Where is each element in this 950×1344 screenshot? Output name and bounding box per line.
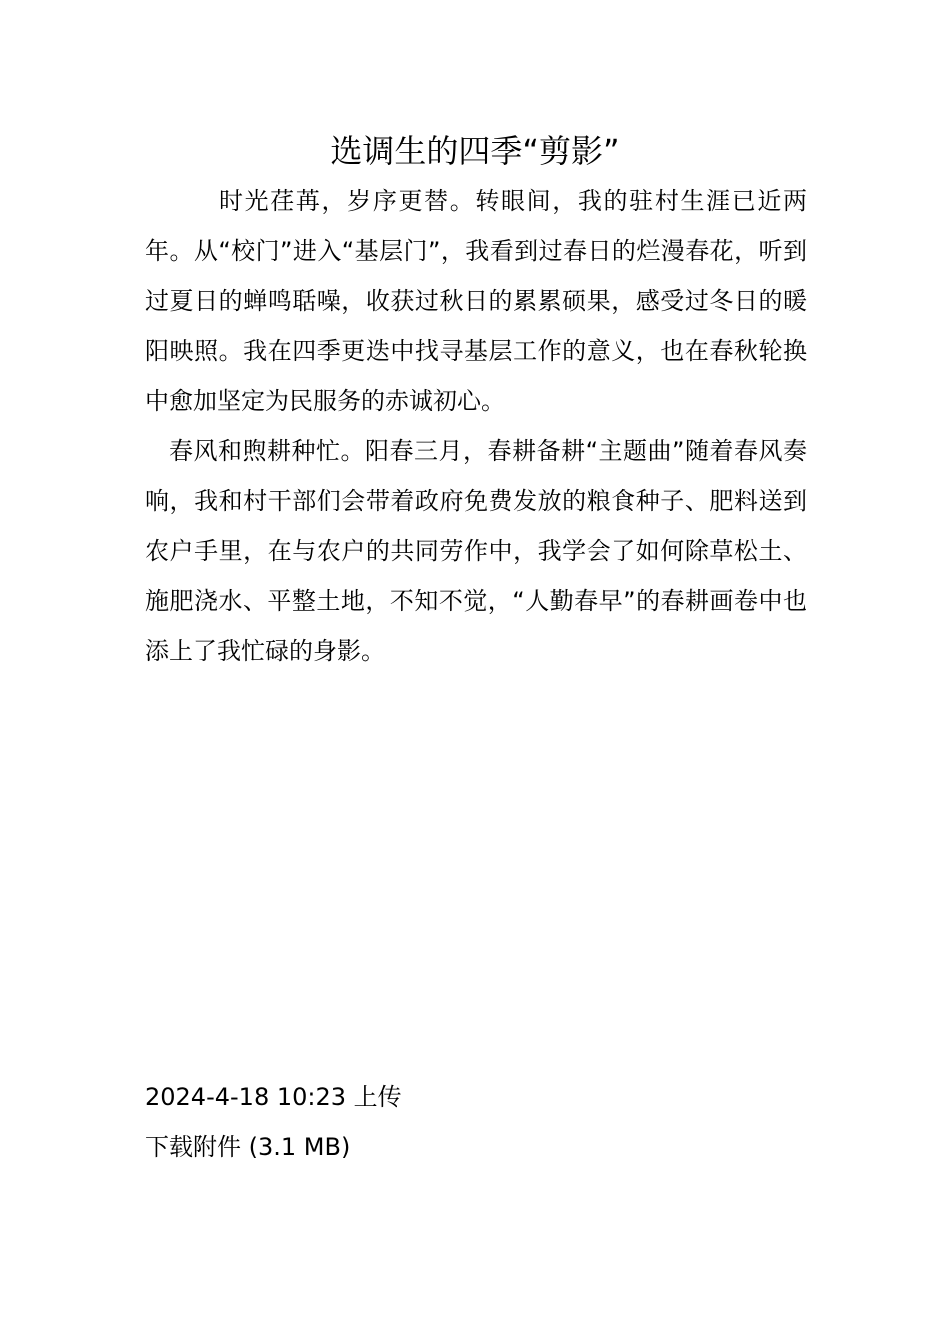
attachment-meta: [145, 1072, 402, 1172]
paragraph-intro: 时光荏苒，岁序更替。转眼间，我的驻村生涯已近两年。从“校门”进入“基层门”，我看到过春日的烂漫春花，听到过夏日的蝉鸣聒噪，收获过秋日的累累硕果，感受过冬日的暖阳映照。我在四季更迭中找寻基层工作的意义，也在春秋轮换中愈加坚定为民服务的赤诚初心。: [145, 187, 807, 415]
paragraph-spring: 春风和煦耕种忙。阳春三月，春耕备耕“主题曲”随着春风奏响，我和村干部们会带着政府免费发放的粮食种子、肥料送到农户手里，在与农户的共同劳作中，我学会了如何除草松土、施肥浇水、平整土地，不知不觉，“人勤春早”的春耕画卷中也添上了我忙碌的身影。: [145, 437, 807, 665]
document-title: 选调生的四季“剪影”: [330, 132, 620, 170]
download-attachment-link[interactable]: 下载附件 (3.1 MB): [145, 1133, 351, 1161]
upload-timestamp: 2024-4-18 10:23 上传: [145, 1083, 402, 1111]
document-body: [145, 176, 807, 676]
